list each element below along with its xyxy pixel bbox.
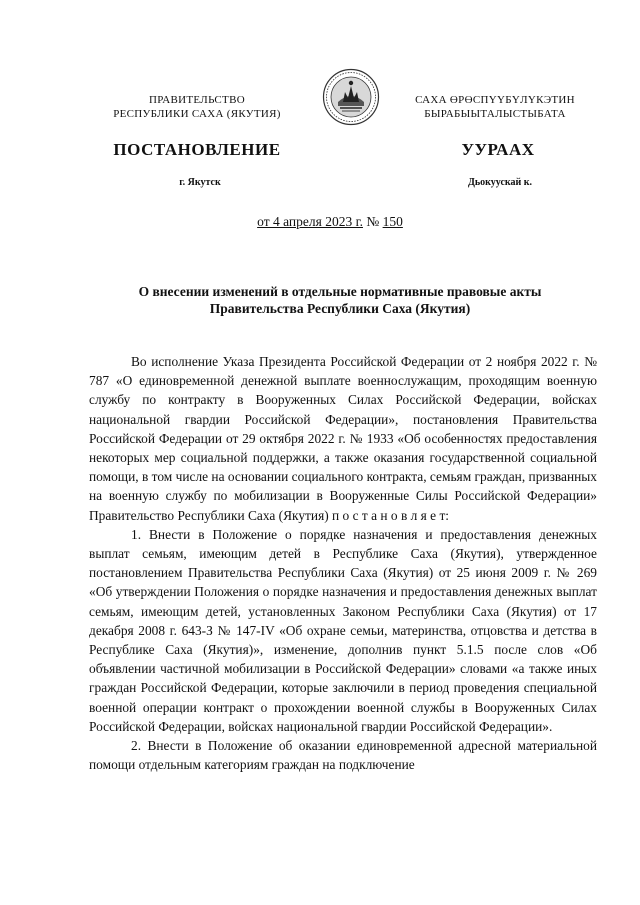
city-sah: Дьокуускай к.: [467, 177, 533, 188]
title-line2: Правительства Республики Саха (Якутия): [209, 301, 471, 316]
government-name-sah-line1: САХА ӨРӨСПYYБYЛYКЭТИН: [415, 94, 575, 106]
document-title: [100, 283, 580, 317]
city-ru: г. Якутск: [179, 177, 221, 188]
number-label: №: [366, 214, 380, 229]
paragraph-preamble: Во исполнение Указа Президента Российской Федерации от 2 ноября 2022 г. № 787 «О единовременной денежной выплате военнослужащим, проходящим военную службу по контракту в Вооруженных Силах Российской Федерации, войсках национальной гвардии Российской Федерации», постановления Правительства Российской Федерации от 29 октября 2022 г. № 1933 «Об особенностях предоставления некоторых мер социальной поддержки, а также оказания государственной социальной помощи, в том числе на основании социального контракта, семьям граждан, призванных на военную службу по мобилизации в Вооруженные Силы Российской Федерации» Правительство Республики Саха (Якутия) п о с т а н о в л я е т:: [89, 354, 597, 523]
paragraph-item-2: 2. Внести в Положение об оказании единовременной адресной материальной помощи отдельным категориям граждан на подключение: [89, 738, 597, 773]
sakha-coat-of-arms-icon: [322, 68, 380, 126]
government-name-ru-line1: ПРАВИТЕЛЬСТВО: [149, 94, 245, 106]
title-line1: О внесении изменений в отдельные нормативные правовые акты: [138, 284, 542, 299]
government-name-ru-line2: РЕСПУБЛИКИ САХА (ЯКУТИЯ): [113, 108, 281, 120]
document-number: 150: [382, 214, 403, 229]
government-name-sah: [390, 93, 600, 121]
government-name-ru: [97, 93, 297, 121]
doc-type-ru: ПОСТАНОВЛЕНИЕ: [113, 140, 281, 159]
date-line: [200, 214, 460, 230]
date-text: от 4 апреля 2023 г.: [257, 214, 363, 229]
paragraph-item-1: 1. Внести в Положение о порядке назначения и предоставления денежных выплат семьям, имеющим детей в Республике Саха (Якутия), утвержденное постановлением Правительства Республики Саха (Якутия) от 25 июня 2009 г. № 269 «Об утверждении Положения о порядке назначения и предоставления денежных выплат семьям, имеющим детей, установленных Законом Республики Саха (Якутия) от 17 декабря 2008 г. 643-З № 147-IV «Об охране семьи, материнства, отцовства и детства в Республике Саха (Якутия)», изменение, дополнив пункт 5.1.5 после слов «Об объявлении частичной мобилизации в Российской Федерации» словами «а также иных граждан Российской Федерации, которые заключили в период проведения специальной военной операции контракт о прохождении военной службы в Вооруженных Силах Российской Федерации, войсках национальной гвардии Российской Федерации».: [89, 526, 597, 734]
government-name-sah-line2: БЫРАБЫЫТАЛЫСТЫБАТА: [424, 108, 566, 120]
doc-type-sah: УУРААХ: [461, 140, 535, 159]
document-body: [89, 352, 597, 774]
